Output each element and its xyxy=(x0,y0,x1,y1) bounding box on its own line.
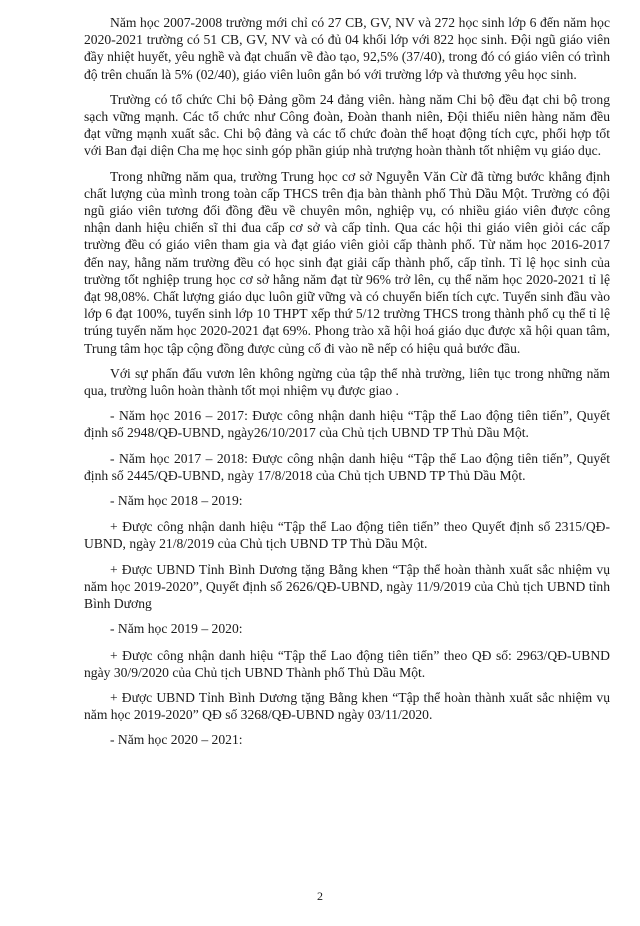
heading-year-2020-2021: - Năm học 2020 – 2021: xyxy=(110,732,243,748)
paragraph-award-2018-2019-a: + Được công nhận danh hiệu “Tập thể Lao động tiên tiến” theo Quyết định số 2315/QĐ-UBND, ngày 21/8/2019 của Chủ tịch UBND TP Thủ Dầu Một. xyxy=(84,519,610,552)
paragraph-award-2019-2020-a: + Được công nhận danh hiệu “Tập thể Lao động tiên tiến” theo QĐ số: 2963/QĐ-UBND ngày 30/9/2020 của Chủ tịch UBND Thành phố Thủ Dầu Một. xyxy=(84,647,610,680)
paragraph-award-2018-2019-b: + Được UBND Tỉnh Bình Dương tặng Bằng khen “Tập thể hoàn thành xuất sắc nhiệm vụ năm học 2019-2020”, Quyết định số 2626/QĐ-UBND, ngày 11/9/2019 của Chủ tịch UBND tỉnh Bình Dương xyxy=(84,561,610,612)
paragraph-school-achievements: Trong những năm qua, trường Trung học cơ sở Nguyễn Văn Cừ đã từng bước khẳng định chất lượng của mình trong toàn cấp THCS trên địa bàn thành phố Thủ Dầu Một. Trường có đội ngũ giáo viên tương đối đồng đều về chuyên môn, nghiệp vụ, có nhiều giáo viên được công nhận danh hiệu chiến sĩ thi đua cấp cơ sở và cấp tỉnh. Qua các hội thi giáo viên giỏi các cấp trường đều có giáo viên tham gia và đạt giáo viên giỏi cấp thành phố. Từ năm học 2016-2017 đến nay, hằng năm trường đều có học sinh đạt giải cấp thành phố, cấp tỉnh. Tỉ lệ học sinh của trường tốt nghiệp trung học cơ sở hằng năm đạt từ 96% trở lên, cụ thể năm học 2020-2021 tỉ lệ đạt 98,08%. Chất lượng giáo dục luôn giữ vững và có chuyển biến tích cực. Tuyển sinh đầu vào lớp 6 đạt 100%, tuyển sinh lớp 10 THPT xếp thứ 5/12 trường THCS trong thành phố cụ thể tỉ lệ trúng tuyển năm học 2020-2021 đạt 69%. Phong trào xã hội hoá giáo dục được xã hội quan tâm, Trung tâm học tập cộng đồng được củng cố đi vào nề nếp có hiệu quả bước đầu. xyxy=(84,168,610,356)
paragraph-continuous-effort: Với sự phấn đấu vươn lên không ngừng của tập thể nhà trường, liên tục trong những năm qua, trường luôn hoàn thành tốt mọi nhiệm vụ được giao . xyxy=(84,365,610,399)
paragraph-award-2019-2020-b: + Được UBND Tỉnh Bình Dương tặng Bằng khen “Tập thể hoàn thành xuất sắc nhiệm vụ năm học 2019-2020” QĐ số 3268/QĐ-UBND ngày 03/11/2020. xyxy=(84,689,610,723)
paragraph-party-organizations: Trường có tổ chức Chi bộ Đảng gồm 24 đảng viên. hàng năm Chi bộ đều đạt chi bộ trong sạch vững mạnh. Các tổ chức như Công đoàn, Đoàn thanh niên, Đội thiếu niên hàng năm đều đạt vững mạnh xuất sắc. Chi bộ đảng và các tổ chức đoàn thể hoạt động tích cực, phối hợp tốt với Ban đại diện Cha mẹ học sinh góp phần giúp nhà trượng hoàn thành tốt nhiệm vụ giáo dục. xyxy=(84,91,610,159)
heading-year-2019-2020: - Năm học 2019 – 2020: xyxy=(110,621,243,637)
paragraph-award-2017-2018: - Năm học 2017 – 2018: Được công nhận danh hiệu “Tập thể Lao động tiên tiến”, Quyết định số 2445/QĐ-UBND, ngày 17/8/2018 của Chủ tịch UBND TP Thủ Dầu Một. xyxy=(84,450,610,483)
paragraph-award-2016-2017: - Năm học 2016 – 2017: Được công nhận danh hiệu “Tập thể Lao động tiên tiến”, Quyết định số 2948/QĐ-UBND, ngày26/10/2017 của Chủ tịch UBND TP Thủ Dầu Một. xyxy=(84,408,610,441)
heading-year-2018-2019: - Năm học 2018 – 2019: xyxy=(110,493,243,509)
page-number: 2 xyxy=(317,889,323,903)
paragraph-staff-overview: Năm học 2007-2008 trường mới chỉ có 27 CB, GV, NV và 272 học sinh lớp 6 đến năm học 2020-2021 trường có 51 CB, GV, NV và có đủ 04 khối lớp với 822 học sinh. Đội ngũ giáo viên đầy nhiệt huyết, yêu nghề và đạt chuẩn về đào tạo, 92,5% (37/40), trong đó có giáo viên có trình độ trên chuẩn là 5% (02/40), giáo viên luôn gắn bó với trường lớp và thương yêu học sinh. xyxy=(84,15,610,82)
